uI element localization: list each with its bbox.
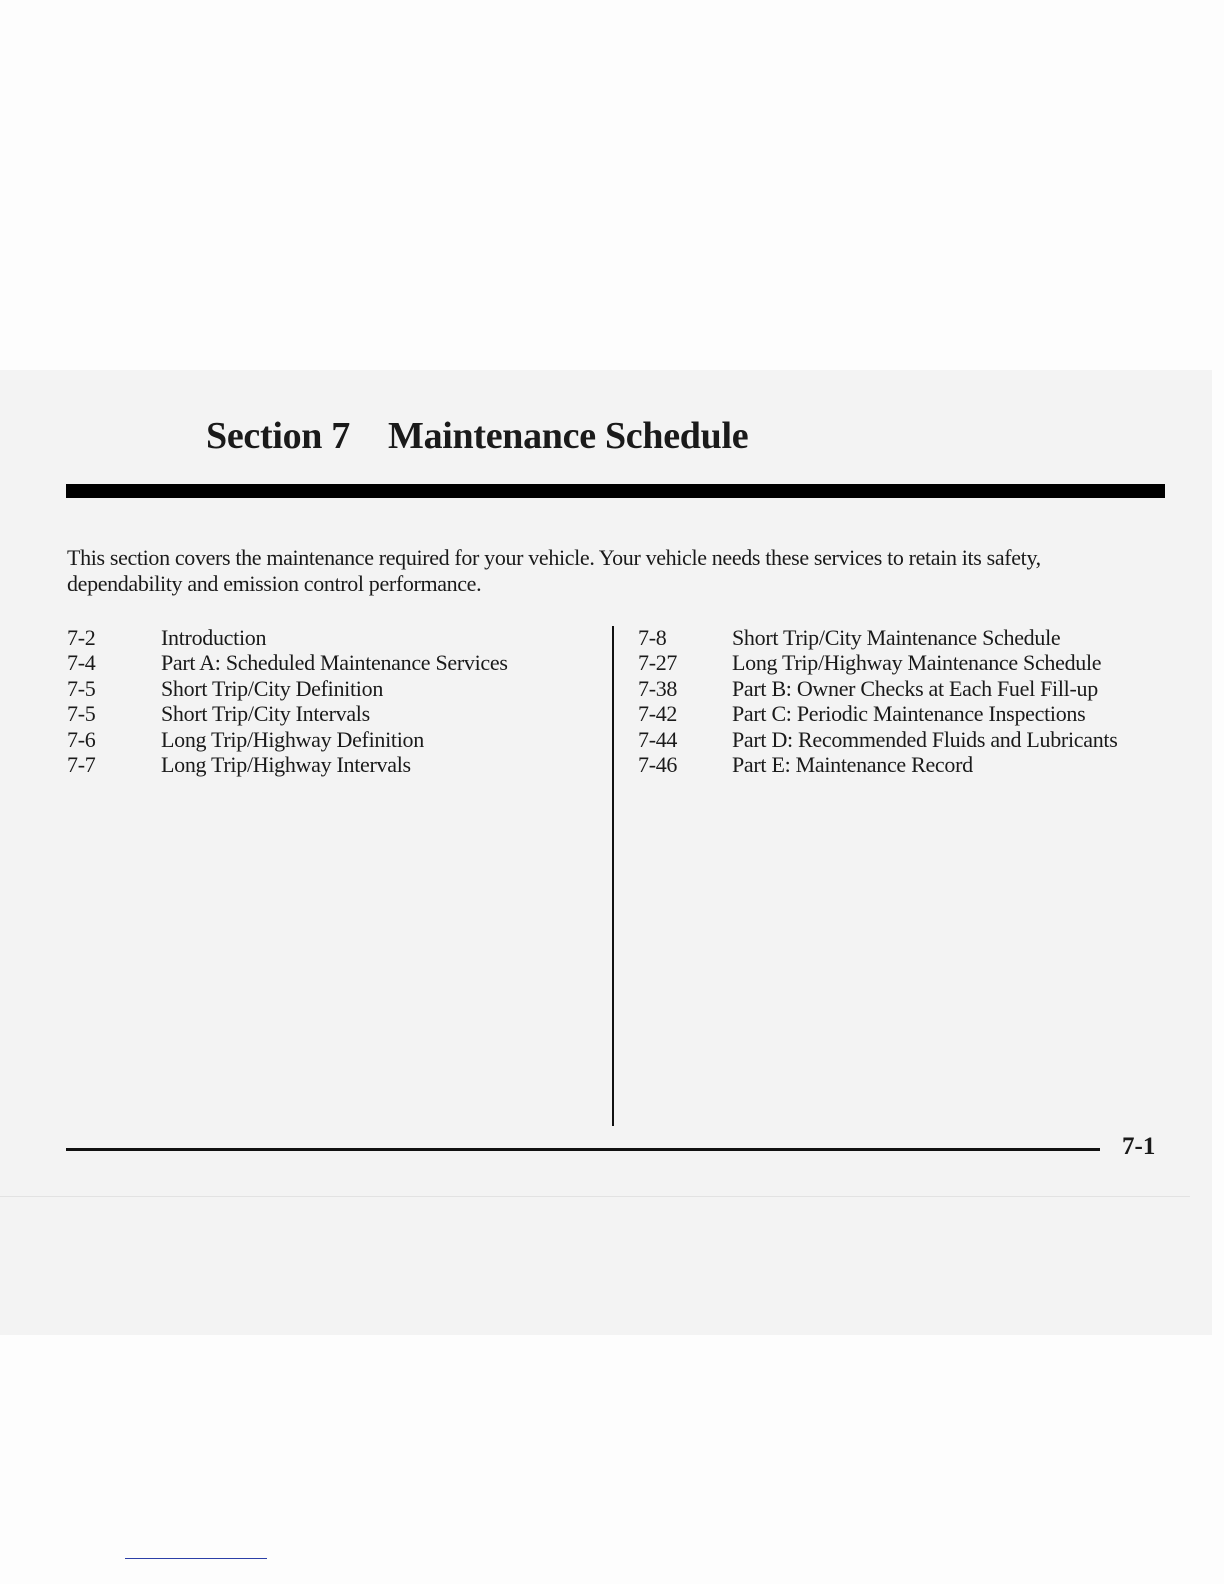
section-number: Section 7 <box>206 415 351 457</box>
toc-page: 7-44 <box>638 726 678 752</box>
section-heading <box>206 414 748 458</box>
toc-entry[interactable] <box>67 676 508 701</box>
toc-title: Part D: Recommended Fluids and Lubricants <box>732 726 1118 752</box>
section-title: Maintenance Schedule <box>388 415 749 457</box>
toc-entry[interactable] <box>638 701 1117 726</box>
toc-entry[interactable] <box>638 625 1117 650</box>
page-number: 7-1 <box>1122 1133 1156 1160</box>
toc-entry[interactable] <box>638 727 1117 752</box>
toc-title: Short Trip/City Maintenance Schedule <box>732 625 1061 650</box>
toc-page: 7-38 <box>638 675 678 701</box>
footer-rule <box>66 1148 1100 1151</box>
bottom-rule <box>125 1558 267 1559</box>
toc-title: Long Trip/Highway Maintenance Schedule <box>732 650 1102 676</box>
toc-page: 7-2 <box>67 625 96 650</box>
toc-left-column <box>67 625 508 777</box>
scan-edge-line <box>0 1196 1190 1197</box>
toc-page: 7-6 <box>67 726 96 752</box>
toc-entry[interactable] <box>67 752 508 777</box>
toc-entry[interactable] <box>67 650 508 675</box>
toc-entry[interactable] <box>638 676 1117 701</box>
title-rule <box>66 484 1165 498</box>
toc-entry[interactable] <box>67 625 508 650</box>
toc-title: Part A: Scheduled Maintenance Services <box>161 650 508 676</box>
toc-entry[interactable] <box>638 752 1117 777</box>
toc-title: Short Trip/City Intervals <box>161 701 370 727</box>
column-divider <box>612 626 614 1126</box>
toc-title: Long Trip/Highway Intervals <box>161 752 411 778</box>
toc-page: 7-46 <box>638 752 678 778</box>
toc-page: 7-42 <box>638 701 678 727</box>
toc-page: 7-7 <box>67 752 96 778</box>
toc-page: 7-5 <box>67 701 96 727</box>
toc-entry[interactable] <box>638 650 1117 675</box>
intro-paragraph: This section covers the maintenance required for your vehicle. Your vehicle needs these services to retain its safety, dependability and emission control performance. <box>67 545 1041 596</box>
toc-page: 7-8 <box>638 625 667 650</box>
toc-page: 7-5 <box>67 675 96 701</box>
toc-page: 7-4 <box>67 650 96 676</box>
toc-title: Long Trip/Highway Definition <box>161 726 424 752</box>
toc-title: Introduction <box>161 625 267 650</box>
toc-title: Part B: Owner Checks at Each Fuel Fill-up <box>732 675 1098 701</box>
toc-title: Short Trip/City Definition <box>161 675 384 701</box>
toc-entry[interactable] <box>67 727 508 752</box>
toc-page: 7-27 <box>638 650 678 676</box>
toc-entry[interactable] <box>67 701 508 726</box>
toc-title: Part C: Periodic Maintenance Inspections <box>732 701 1086 727</box>
page-background <box>0 370 1212 1335</box>
toc-title: Part E: Maintenance Record <box>732 752 973 778</box>
toc-right-column <box>638 625 1117 777</box>
